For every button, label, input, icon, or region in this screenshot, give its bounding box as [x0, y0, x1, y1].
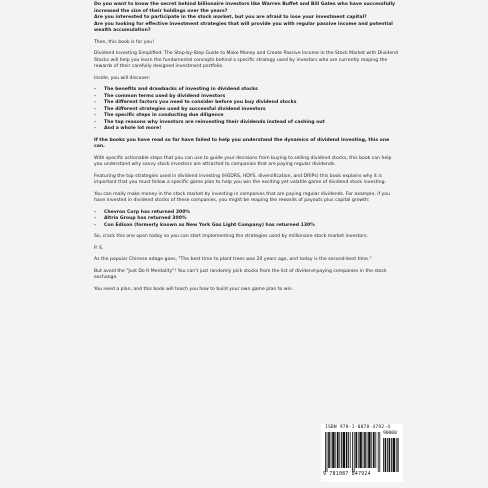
list-item: - The top reasons why investors are reinvesting their dividends instead of cashing out — [94, 120, 400, 127]
plan-paragraph: You need a plan, and this book will teach you how to build your own game plan to win. — [94, 286, 294, 292]
description-paragraph: Dividend Investing Simplified: The Step-by-Step Guide to Make Money and Create Passive Income in the Stock Market with Dividend Stocks will help you learn the fundamental concepts behind a specific strategy used by investors who are currently reaping the rewards of their carefully designed investment portfolio. — [94, 51, 399, 69]
ps-label: P. S. — [94, 245, 104, 251]
returns-list — [94, 210, 400, 230]
barcode-main-bars — [325, 432, 381, 472]
list-item: - The common terms used by dividend investors — [94, 94, 400, 101]
list-item: - And a whole lot more! — [94, 126, 400, 133]
list-item: - Chevron Corp has returned 200% — [94, 210, 400, 217]
strategies-paragraph: Featuring the top strategies used in dividend investing (HGDRS, HDYS, diversification, and DRIPs) this book explains why it is important that you must follow a specific game plan to help you win the exciting yet volatile game of dividend stock investing. — [94, 173, 386, 185]
list-item: - Altria Group has returned 300% — [94, 216, 400, 223]
list-item: - Con Edison (formerly known as New York Gas Light Company) has returned 130% — [94, 223, 400, 230]
addon-price: 90000 — [383, 431, 397, 436]
intro-questions — [94, 2, 400, 35]
blurb-text — [94, 2, 400, 298]
discover-list — [94, 87, 400, 133]
list-item: - The different factors you need to consider before you buy dividend stocks — [94, 100, 400, 107]
list-item: - The specific steps in conducting due diligence — [94, 113, 400, 120]
barcode — [321, 424, 403, 482]
barcode-addon-bars — [383, 438, 399, 472]
isbn-label: ISBN 978-1-0878-4792-4 — [325, 425, 391, 430]
ean-digits: 9 781087 847924 — [323, 472, 371, 477]
failed-paragraph: If the books you have read so far have failed to help you understand the dynamics of dividend investing, this one can. — [94, 137, 390, 149]
returns-paragraph: You can really make money in the stock market by investing in companies that are paying regular dividends. For example, if you have invested in dividend stocks of these companies, you might be reaping the rewards of payouts plus capital growth: — [94, 191, 390, 203]
adage-paragraph: As the popular Chinese adage goes, "The best time to plant trees was 20 years ago, and today is the second-best time." — [94, 257, 372, 262]
intro-question-3: Are you looking for effective investment strategies that will provide you with regular passive income and potential wealth accumulation? — [94, 21, 393, 33]
inside-heading: Inside, you will discover: — [94, 75, 151, 81]
intro-question-1: Do you want to know the secret behind billionaire investors like Warren Buffet and Bill Gates who have successfully increased the size of their holdings over the years? — [94, 2, 396, 14]
steps-paragraph: With specific actionable steps that you can use to guide your decisions from buying to selling dividend stocks, this book can help you understand why savvy stock investors are attracted to companies that are paying regular dividends. — [94, 155, 392, 167]
crack-paragraph: So, crack this one open today so you can start implementing the strategies used by millionaire stock market investors. — [94, 234, 368, 239]
avoid-paragraph: But avoid the "Just Do It Mentality"! You can't just randomly pick stocks from the list of dividend-paying companies in the stock exchange. — [94, 268, 387, 280]
then-line: Then, this book is for you! — [94, 39, 155, 45]
intro-question-2: Are you interested to participate in the stock market, but you are afraid to lose your investment capital? — [94, 15, 367, 20]
list-item: - The benefits and drawbacks of investing in dividend stocks — [94, 87, 400, 94]
list-item: - The different strategies used by successful dividend investors — [94, 107, 400, 114]
